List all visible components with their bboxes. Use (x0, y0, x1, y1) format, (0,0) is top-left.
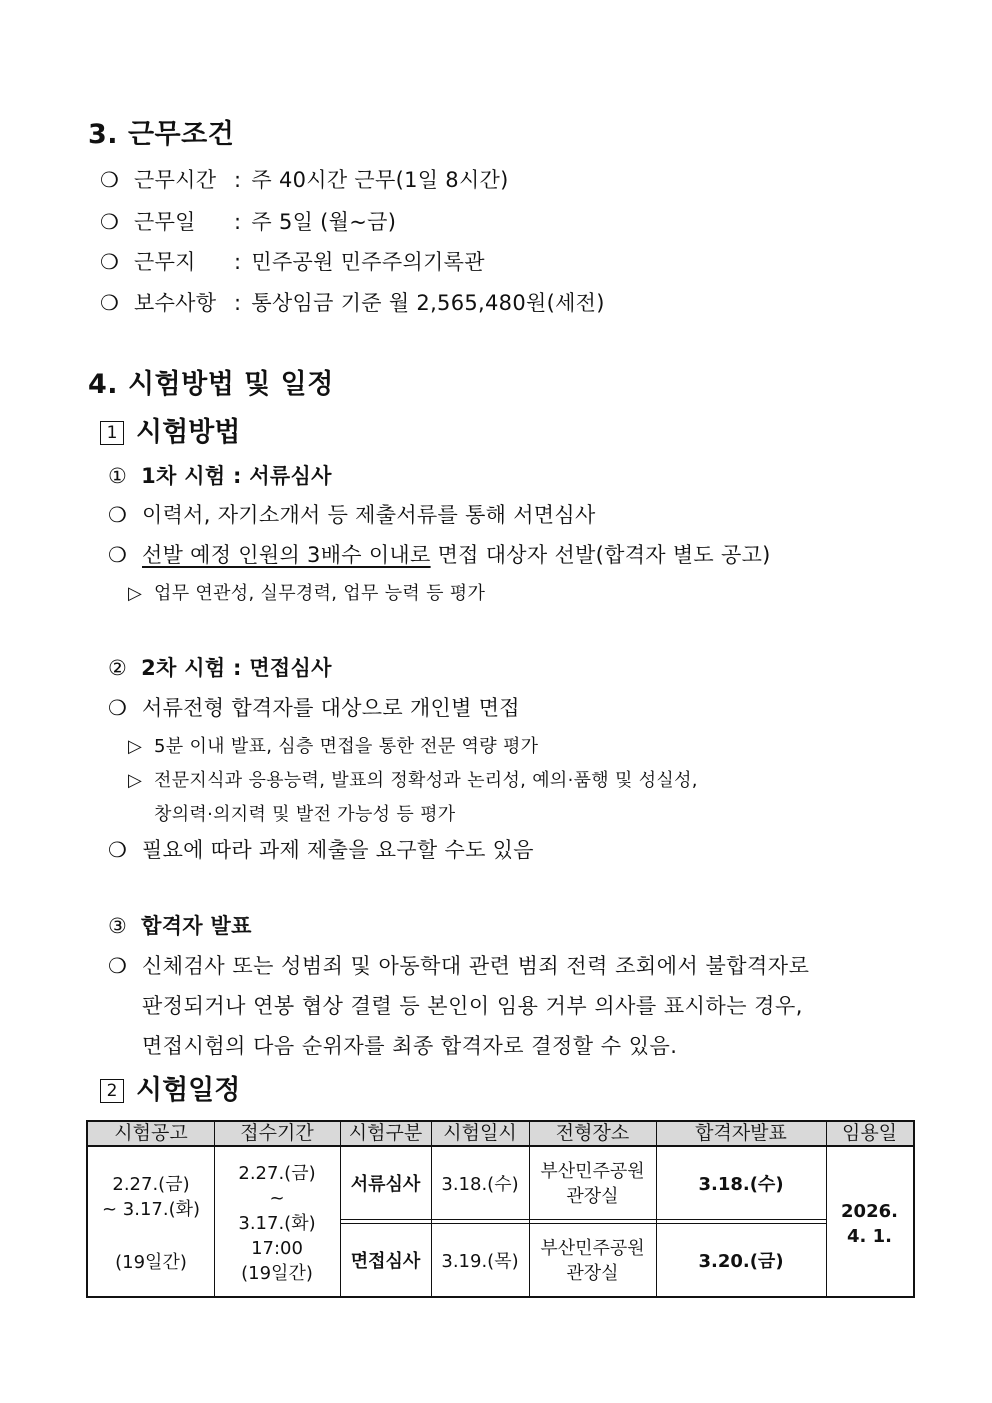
condition-label: 근무지 (134, 250, 196, 274)
stage1-heading (108, 460, 332, 490)
header-date: 시험일시 (431, 1122, 529, 1147)
row1-type: 서류심사 (350, 1173, 421, 1195)
circled-number: ② (108, 656, 128, 680)
bullet-icon: ❍ (100, 291, 120, 315)
bullet-icon: ❍ (108, 838, 128, 862)
condition-label: 근무시간 (134, 168, 217, 192)
schedule-heading (100, 1068, 240, 1107)
receipt-line5: (19일간) (241, 1263, 313, 1284)
stage2-sub-1 (128, 732, 538, 758)
row1-place-line2: 관장실 (566, 1186, 619, 1207)
header-receipt: 접수기간 (214, 1122, 340, 1147)
appoint-line2: 4. 1. (847, 1225, 892, 1247)
condition-work-place (100, 246, 485, 276)
condition-sep: : (234, 168, 242, 192)
stage1-bullet-1 (108, 499, 596, 529)
stage1-bullet-2-rest: 면접 대상자 선발(합격자 별도 공고) (430, 543, 771, 567)
boxed-number: 1 (100, 421, 124, 445)
header-appoint: 임용일 (826, 1122, 913, 1147)
stage1-bullet-2 (108, 539, 771, 569)
triangle-icon: ▷ (128, 583, 143, 604)
bullet-icon: ❍ (100, 250, 120, 274)
condition-sep: : (234, 291, 242, 315)
receipt-line4: 17:00 (251, 1238, 303, 1259)
bullet-icon: ❍ (100, 210, 120, 234)
header-place: 전형장소 (529, 1122, 656, 1147)
circled-number: ③ (108, 914, 128, 938)
notice-line1: 2.27.(금) (112, 1174, 190, 1195)
stage1-title: 1차 시험 : 서류심사 (141, 464, 332, 488)
notice-cell (88, 1149, 214, 1298)
stage1-sub-1-text: 업무 연관성, 실무경력, 업무 능력 등 평가 (154, 583, 486, 604)
condition-label: 보수사항 (134, 291, 217, 315)
stage2-bullet-1-text: 서류전형 합격자를 대상으로 개인별 면접 (142, 696, 520, 720)
condition-value: 민주공원 민주주의기록관 (251, 250, 485, 274)
condition-label: 근무일 (134, 210, 196, 234)
stage2-sub-2 (128, 766, 698, 792)
condition-sep: : (234, 210, 242, 234)
section3-title: 3. 근무조건 (88, 119, 235, 150)
row1-announce: 3.18.(수) (698, 1173, 784, 1195)
row2-date: 3.19.(목) (441, 1250, 519, 1272)
stage3-bullet (108, 950, 908, 980)
condition-value: 통상임금 기준 월 2,565,480원(세전) (251, 291, 605, 315)
condition-sep: : (234, 250, 242, 274)
receipt-line2: ~ (269, 1188, 285, 1209)
row2-type: 면접심사 (350, 1250, 421, 1272)
bullet-icon: ❍ (108, 954, 128, 978)
receipt-cell (214, 1149, 340, 1298)
method-heading (100, 410, 240, 449)
stage3-line-2: 판정되거나 연봉 협상 결렬 등 본인이 임용 거부 의사를 표시하는 경우, (142, 994, 803, 1018)
stage1-bullet-2-underlined: 선발 예정 인원의 3배수 이내로 (142, 543, 431, 567)
method-title: 시험방법 (136, 417, 241, 448)
bullet-icon: ❍ (108, 543, 128, 567)
stage2-sub-2-line2: 창의력·의지력 및 발전 가능성 등 평가 (154, 804, 456, 825)
triangle-icon: ▷ (128, 770, 143, 791)
header-type: 시험구분 (340, 1122, 431, 1147)
condition-work-days (100, 206, 396, 236)
boxed-number: 2 (100, 1079, 124, 1103)
stage1-bullet-1-text: 이력서, 자기소개서 등 제출서류를 통해 서면심사 (142, 503, 596, 527)
condition-value: 주 5일 (월~금) (251, 210, 397, 234)
stage2-title: 2차 시험 : 면접심사 (141, 656, 332, 680)
receipt-line3: 3.17.(화) (238, 1213, 316, 1234)
stage3-line-1: 신체검사 또는 성범죄 및 아동학대 관련 범죄 전력 조회에서 불합격자로 (142, 954, 810, 978)
row2-place-line2: 관장실 (566, 1263, 619, 1284)
condition-value: 주 40시간 근무(1일 8시간) (251, 168, 509, 192)
schedule-title: 시험일정 (136, 1075, 241, 1106)
bullet-icon: ❍ (108, 503, 128, 527)
header-notice: 시험공고 (88, 1122, 214, 1147)
row2-place (529, 1224, 656, 1298)
bullet-icon: ❍ (108, 696, 128, 720)
notice-line2: ~ 3.17.(화) (101, 1199, 201, 1220)
row1-place-line1: 부산민주공원 (540, 1161, 645, 1182)
circled-number: ① (108, 464, 128, 488)
schedule-table (86, 1120, 915, 1298)
stage3-line-3: 면접시험의 다음 순위자를 최종 합격자로 결정할 수 있음. (142, 1034, 678, 1058)
stage3-title: 합격자 발표 (141, 914, 252, 938)
header-announce: 합격자발표 (656, 1122, 826, 1147)
section4-title: 4. 시험방법 및 일정 (88, 369, 334, 400)
appoint-line1: 2026. (841, 1200, 898, 1222)
condition-work-hours (100, 164, 509, 194)
row1-date: 3.18.(수) (441, 1173, 519, 1195)
triangle-icon: ▷ (128, 736, 143, 757)
appoint-cell (826, 1149, 913, 1298)
stage2-bullet-1 (108, 692, 520, 722)
stage2-sub-1-text: 5분 이내 발표, 심층 면접을 통한 전문 역량 평가 (154, 736, 539, 757)
stage1-sub-1 (128, 579, 485, 605)
notice-line3: (19일간) (115, 1252, 187, 1273)
row1-place (529, 1149, 656, 1219)
condition-salary (100, 287, 605, 317)
stage2-bullet-2-text: 필요에 따라 과제 제출을 요구할 수도 있음 (142, 838, 534, 862)
stage2-sub-2-line1: 전문지식과 응용능력, 발표의 정확성과 논리성, 예의·품행 및 성실성, (154, 770, 698, 791)
stage3-heading (108, 910, 252, 940)
row2-place-line1: 부산민주공원 (540, 1238, 645, 1259)
receipt-line1: 2.27.(금) (238, 1163, 316, 1184)
stage2-heading (108, 652, 332, 682)
row2-announce: 3.20.(금) (698, 1250, 784, 1272)
bullet-icon: ❍ (100, 168, 120, 192)
stage2-bullet-2 (108, 834, 534, 864)
